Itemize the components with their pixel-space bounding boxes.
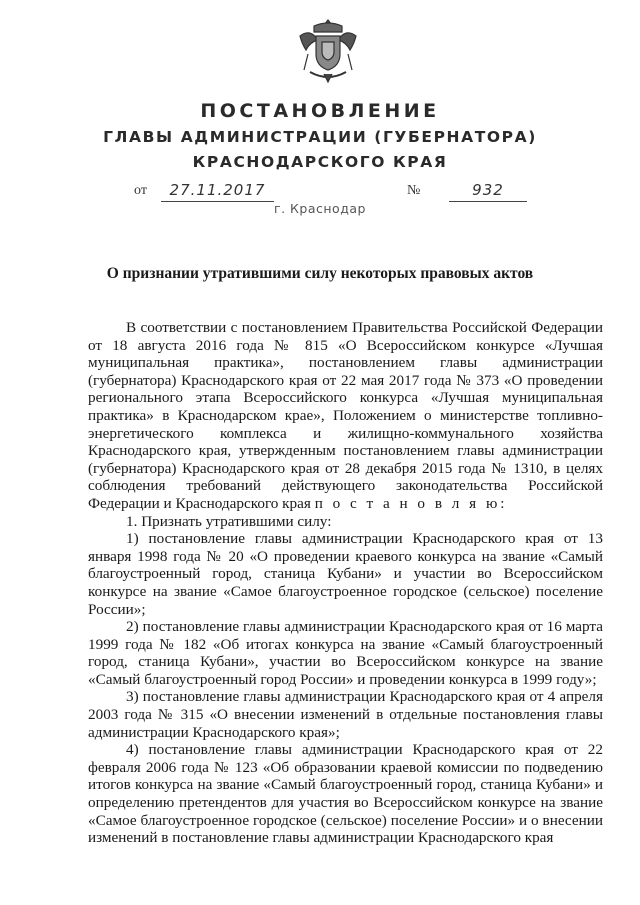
issuer-heading: ГЛАВЫ АДМИНИСТРАЦИИ (ГУБЕРНАТОРА) [103,128,537,146]
document-title: О признании утратившими силу некоторых правовых актов [106,265,534,282]
decree-word: п о с т а н о в л я ю: [314,494,508,512]
date-value: 27.11.2017 [161,181,274,202]
sub-item-3: 3) постановление главы администрации Краснодарского края от 4 апреля 2003 года № 315 «О внесении изменений в отдельные постановления главы администрации Краснодарского края»; [88,688,603,741]
intro-text: В соответствии с постановлением Правительства Российской Федерации от 18 августа 2016 года № 815 «О Всероссийском конкурсе «Лучшая муниципальная практика», постановлением главы администрации (губернатора) Краснодарского края от 22 мая 2017 года № 373 «О проведении регионального этапа Всероссийского конкурса «Лучшая муниципальная практика» в Краснодарском крае», Положением о министерстве топливно-энергетического комплекса и жилищно-коммунального хозяйства Краснодарского края, утвержденным постановлением главы администрации (губернатора) Краснодарского края от 28 декабря 2015 года № 1310, в целях соблюдения требований действующего законодательства Российской Федерации и Краснодарского края [88,319,603,512]
item-1: 1. Признать утратившими силу: [126,512,332,530]
sub-item-2: 2) постановление главы администрации Краснодарского края от 16 марта 1999 года № 182 «Об итогах конкурса на звание «Самый благоустроенный город, станица Кубани», участии во Всероссийском конкурсе на звание «Самый благоустроенный город России» и проведении конкурса в 1999 году»; [88,618,603,688]
document-body [88,319,603,847]
region-heading: КРАСНОДАРСКОГО КРАЯ [192,153,448,171]
number-prefix: № [407,183,421,198]
sub-item-1: 1) постановление главы администрации Краснодарского края от 13 января 1998 года № 20 «О проведении краевого конкурса на звание «Самый благоустроенный город, станица Кубани» и участии во Всероссийском конкурсе на звание «Самое благоустроенное городское (сельское) поселение России»; [88,530,603,618]
coat-of-arms-emblem [294,14,362,86]
document-type-heading: ПОСТАНОВЛЕНИЕ [200,100,440,122]
city-label: г. Краснодар [274,201,366,216]
date-prefix: от [134,183,147,198]
intro-paragraph [88,319,603,513]
sub-item-4: 4) постановление главы администрации Краснодарского края от 22 февраля 2006 года № 123 «Об образовании краевой комиссии по подведению итогов конкурса на звание «Самый благоустроенный город, станица Кубани» и определению претендентов для участия во Всероссийском конкурсе на звание «Самое благоустроенное городское (сельское) поселение России» и о внесении изменений в постановление главы администрации Краснодарского края [88,741,603,847]
number-value: 932 [449,181,527,202]
